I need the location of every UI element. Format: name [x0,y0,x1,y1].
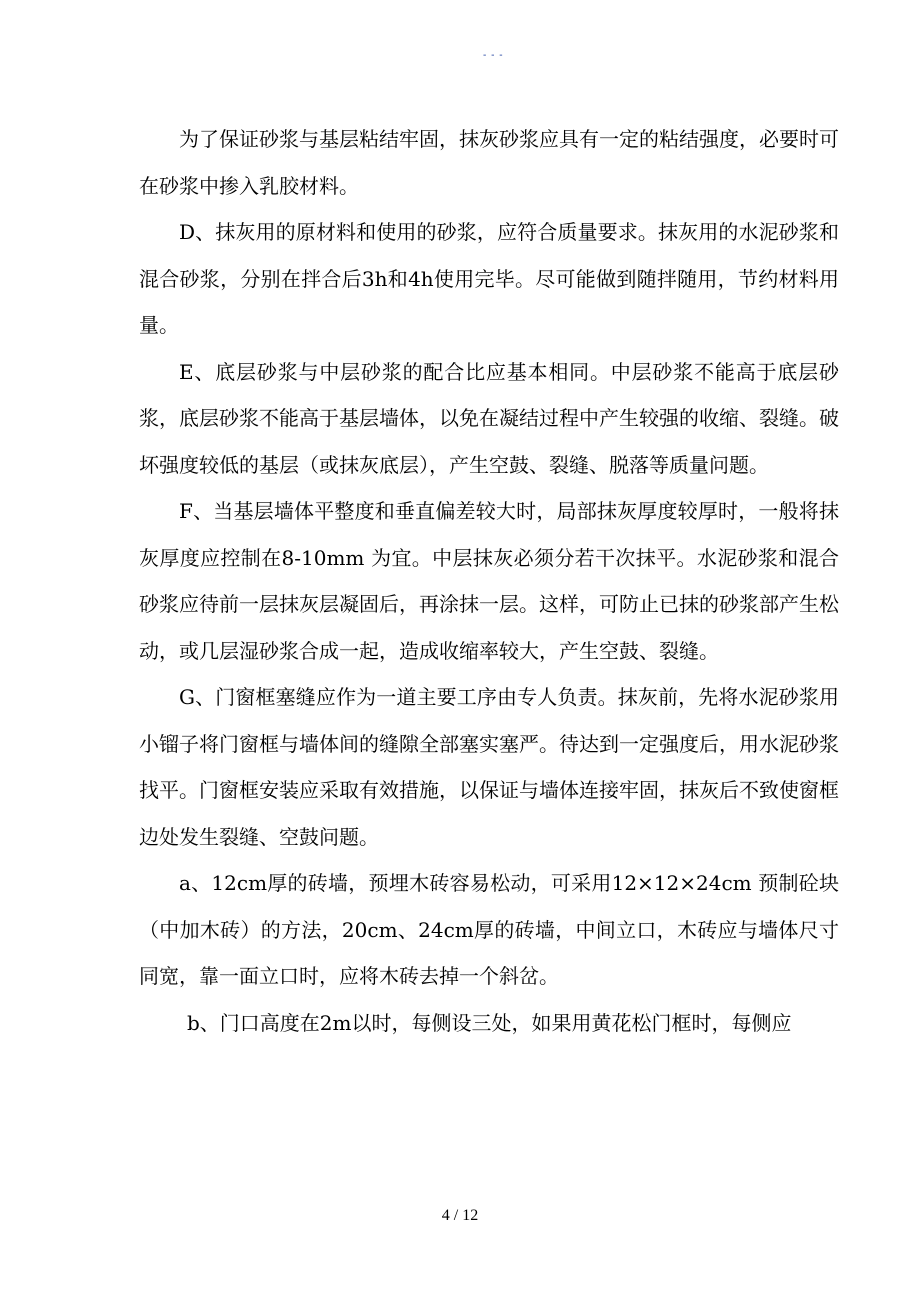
header-mark: - - - [483,50,504,61]
paragraph-a-brick-wall: a、12cm厚的砖墙，预埋木砖容易松动，可采用12×12×24cm 预制砼块（中加木砖）的方法，20cm、24cm厚的砖墙，中间立口，木砖应与墙体尺寸同宽，靠一面立口时，应将木砖去掉一个斜岔。 [139,871,839,988]
paragraph-d-materials: D、抹灰用的原材料和使用的砂浆，应符合质量要求。抹灰用的水泥砂浆和混合砂浆，分别在拌合后3h和4h使用完毕。尽可能做到随拌随用，节约材料用量。 [139,220,839,337]
paragraph-g-frame-joints: G、门窗框塞缝应作为一道主要工序由专人负责。抹灰前，先将水泥砂浆用小镏子将门窗框与墙体间的缝隙全部塞实塞严。待达到一定强度后，用水泥砂浆找平。门窗框安装应采取有效措施，以保证与墙体连接牢固，抹灰后不致使窗框边处发生裂缝、空鼓问题。 [139,685,839,849]
paragraph-f-thickness: F、当基层墙体平整度和垂直偏差较大时，局部抹灰厚度较厚时，一般将抹灰厚度应控制在8-10mm 为宜。中层抹灰必须分若干次抹平。水泥砂浆和混合砂浆应待前一层抹灰层凝固后，再涂抹一层。这样，可防止已抹的砂浆部产生松动，或几层湿砂浆合成一起，造成收缩率较大，产生空鼓、裂缝。 [139,499,839,663]
page-number: 4 / 12 [441,1207,479,1224]
paragraph-bonding-strength: 为了保证砂浆与基层粘结牢固，抹灰砂浆应具有一定的粘结强度，必要时可在砂浆中掺入乳胶材料。 [139,127,839,198]
paragraph-e-mix-ratio: E、底层砂浆与中层砂浆的配合比应基本相同。中层砂浆不能高于底层砂浆，底层砂浆不能高于基层墙体，以免在凝结过程中产生较强的收缩、裂缝。破坏强度较低的基层（或抹灰底层），产生空鼓、裂缝、脱落等质量问题。 [139,359,839,477]
paragraph-b-door-height: b、门口高度在2m以时，每侧设三处，如果用黄花松门框时，每侧应 [187,1010,792,1035]
document-body [139,116,839,1046]
